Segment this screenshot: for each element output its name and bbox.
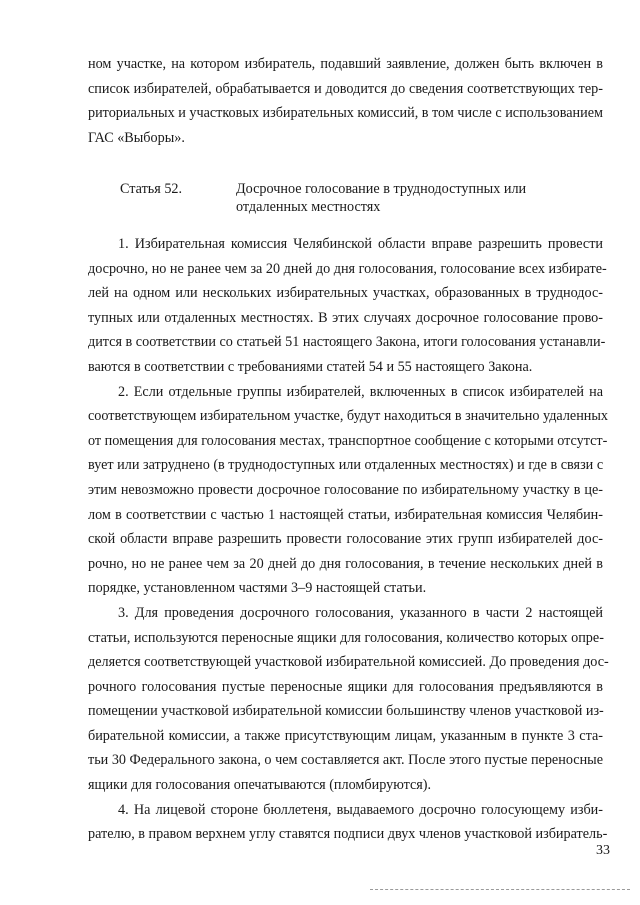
- paragraph-1-line: тупных или отдаленных местностях. В этих случаях досрочное голосование прово-: [88, 309, 603, 326]
- paragraph-1-line: лей на одном или нескольких избирательных участках, образованных в труднодос-: [88, 285, 603, 302]
- text-line: ГАС «Выборы».: [88, 129, 185, 146]
- paragraph-3-line: тьи 30 Федерального закона, о чем составляется акт. После этого пустые переносные: [88, 752, 603, 769]
- paragraph-2-line: 2. Если отдельные группы избирателей, включенных в список избирателей на: [118, 383, 603, 400]
- paragraph-2-line: вует или затруднено (в труднодоступных или отдаленных местностях) и где в связи с: [88, 457, 604, 474]
- intro-paragraph: [88, 52, 603, 150]
- paragraph-1-line: дится в соответствии со статьей 51 настоящего Закона, итоги голосования устанавли-: [88, 334, 606, 351]
- paragraph-2-line: лом в соответствии с частью 1 настоящей статьи, избирательная комиссия Челябин-: [88, 506, 603, 523]
- paragraph-3-line: рочного голосования пустые переносные ящики для голосования предъявляются в: [88, 678, 603, 695]
- paragraph-2-line: рочно, но не ранее чем за 20 дней до дня голосования, в течение нескольких дней в: [88, 555, 603, 572]
- paragraph-2-line: порядке, установленном частями 3–9 настоящей статьи.: [88, 580, 427, 597]
- paragraph-4-line: 4. На лицевой стороне бюллетеня, выдаваемого досрочно голосующему изби-: [118, 801, 603, 818]
- article-number: Статья 52.: [120, 181, 183, 197]
- paragraph-3-line: статьи, используются переносные ящики для голосования, количество которых опре-: [88, 629, 604, 646]
- article-body: [88, 232, 609, 847]
- paragraph-3-line: бирательной комиссии, а также присутствующим лицам, указанным в пункте 3 ста-: [88, 727, 603, 744]
- paragraph-3-line: помещении участковой избирательной комиссии большинству членов участковой из-: [88, 703, 604, 720]
- text-line: риториальных и участковых избирательных комиссий, в том числе с использованием: [88, 105, 604, 122]
- paragraph-3-line: деляется соответствующей участковой избирательной комиссией. До проведения дос-: [88, 654, 609, 671]
- footer-divider: [370, 889, 630, 890]
- article-title: Досрочное голосование в труднодоступных или отдаленных местностях: [236, 181, 527, 215]
- paragraph-3-line: 3. Для проведения досрочного голосования, указанного в части 2 настоящей: [118, 604, 603, 621]
- paragraph-4-line: рателю, в правом верхнем углу ставятся подписи двух членов участковой избиратель-: [88, 826, 608, 843]
- paragraph-2-line: соответствующем избирательном участке, будут находиться в значительно удаленных: [88, 408, 609, 425]
- paragraph-2-line: этим невозможно провести досрочное голосование по избирательному участку в це-: [88, 481, 603, 498]
- paragraph-1-line: 1. Избирательная комиссия Челябинской области вправе разрешить провести: [118, 236, 603, 252]
- paragraph-1-line: ваются в соответствии с требованиями статей 54 и 55 настоящего Закона.: [88, 358, 533, 375]
- paragraph-2-line: от помещения для голосования местах, транспортное сообщение с которыми отсутст-: [88, 432, 608, 449]
- paragraph-3-line: ящики для голосования опечатываются (пломбируются).: [88, 777, 432, 794]
- paragraph-2-line: ской области вправе разрешить провести голосование этих групп избирателей дос-: [88, 531, 603, 548]
- paragraph-1-line: досрочно, но не ранее чем за 20 дней до дня голосования, голосование всех избирате-: [88, 260, 607, 277]
- page-number: 33: [596, 843, 610, 858]
- text-line: список избирателей, обрабатывается и доводится до сведения соответствующих тер-: [88, 80, 603, 97]
- text-line: ном участке, на котором избиратель, подавший заявление, должен быть включен в: [88, 56, 603, 72]
